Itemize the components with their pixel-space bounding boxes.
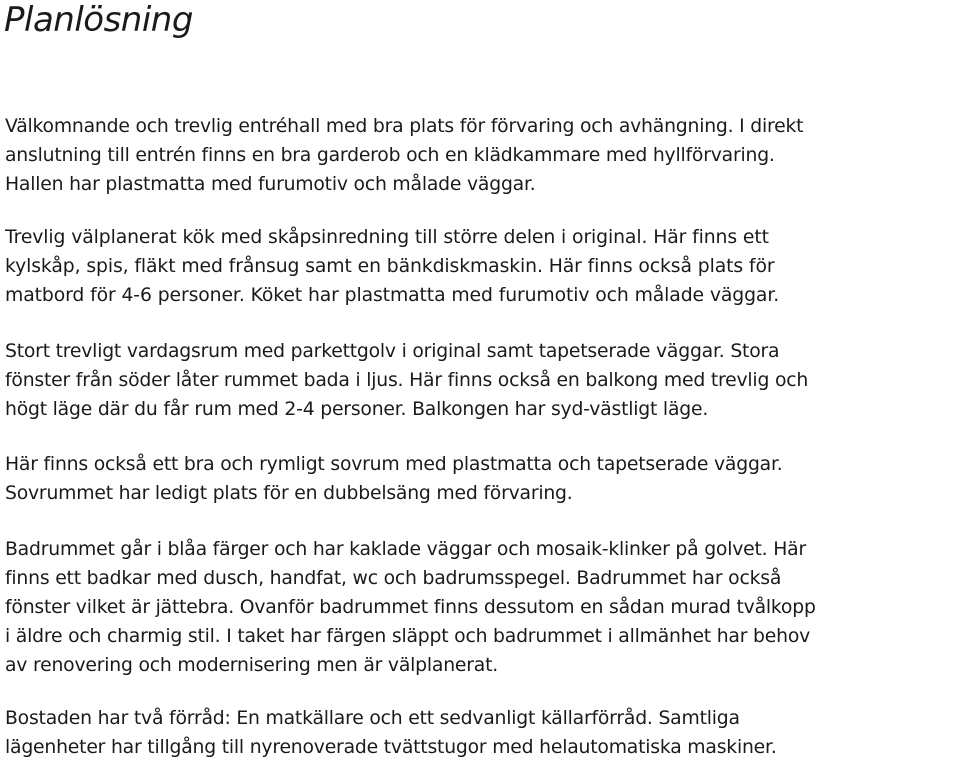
paragraph-kitchen bbox=[5, 223, 779, 310]
paragraph-line: Sovrummet har ledigt plats för en dubbelsäng med förvaring. bbox=[5, 483, 573, 504]
paragraph-living-room bbox=[5, 337, 808, 424]
paragraph-line: Trevlig välplanerat kök med skåpsinredning till större delen i original. Här finns ett bbox=[5, 227, 769, 248]
paragraph-line: Stort trevligt vardagsrum med parkettgolv i original samt tapetserade väggar. Stora bbox=[5, 341, 780, 362]
paragraph-line: matbord för 4-6 personer. Köket har plastmatta med furumotiv och målade väggar. bbox=[5, 285, 780, 306]
paragraph-entrance-hall bbox=[5, 112, 803, 199]
paragraph-line: Badrummet går i blåa färger och har kaklade väggar och mosaik-klinker på golvet. Här bbox=[5, 539, 806, 560]
paragraph-line: fönster vilket är jättebra. Ovanför badrummet finns dessutom en sådan murad tvålkopp bbox=[5, 597, 816, 618]
paragraph-line: finns ett badkar med dusch, handfat, wc och badrumsspegel. Badrummet har också bbox=[5, 568, 782, 589]
paragraph-line: Välkomnande och trevlig entréhall med bra plats för förvaring och avhängning. I direkt bbox=[5, 116, 804, 137]
paragraph-line: i äldre och charmig stil. I taket har färgen släppt och badrummet i allmänhet har behov bbox=[5, 626, 811, 647]
paragraph-line: högt läge där du får rum med 2-4 personer. Balkongen har syd-västligt läge. bbox=[5, 399, 709, 420]
paragraph-bedroom bbox=[5, 450, 783, 508]
page-title: Planlösning bbox=[4, 0, 193, 40]
paragraph-line: anslutning till entrén finns en bra garderob och en klädkammare med hyllförvaring. bbox=[5, 145, 775, 166]
paragraph-line: Här finns också ett bra och rymligt sovrum med plastmatta och tapetserade väggar. bbox=[5, 454, 783, 475]
paragraph-line: fönster från söder låter rummet bada i ljus. Här finns också en balkong med trevlig och bbox=[5, 370, 809, 391]
paragraph-line: Hallen har plastmatta med furumotiv och målade väggar. bbox=[5, 174, 536, 195]
paragraph-line: kylskåp, spis, fläkt med frånsug samt en bänkdiskmaskin. Här finns också plats för bbox=[5, 256, 775, 277]
paragraph-storage bbox=[5, 704, 777, 762]
paragraph-bathroom bbox=[5, 535, 816, 680]
paragraph-line: lägenheter har tillgång till nyrenoverade tvättstugor med helautomatiska maskiner. bbox=[5, 737, 777, 758]
paragraph-line: av renovering och modernisering men är välplanerat. bbox=[5, 655, 499, 676]
paragraph-line: Bostaden har två förråd: En matkällare och ett sedvanligt källarförråd. Samtliga bbox=[5, 708, 740, 729]
